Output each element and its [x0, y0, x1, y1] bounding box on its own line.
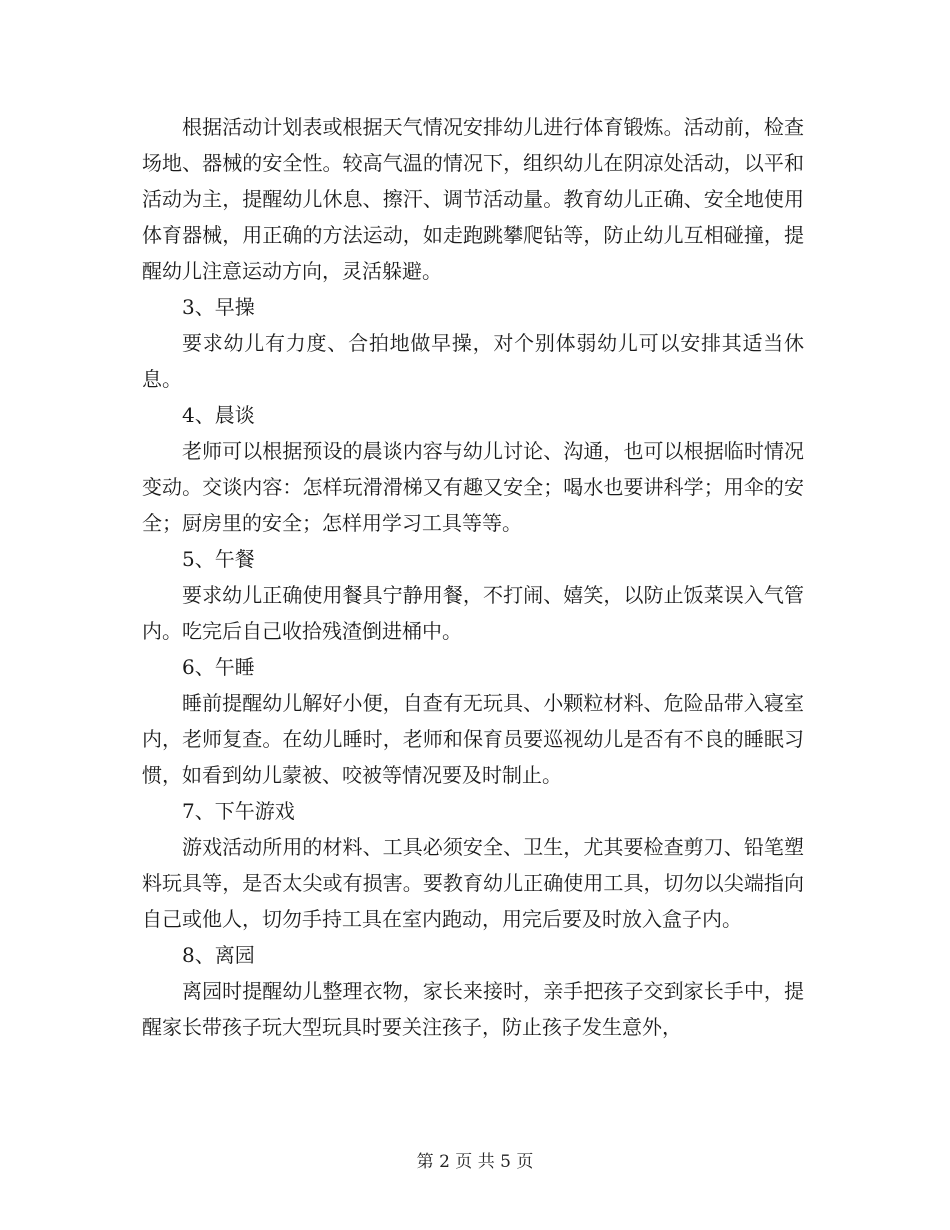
paragraph-lunch: 要求幼儿正确使用餐具宁静用餐，不打闹、嬉笑，以防止饭菜误入气管内。吃完后自己收拾残渣倒进桶中。	[142, 583, 804, 643]
paragraph-leaving: 离园时提醒幼儿整理衣物，家长来接时，亲手把孩子交到家长手中，提醒家长带孩子玩大型玩具时要关注孩子，防止孩子发生意外，	[142, 979, 804, 1039]
paragraph-nap: 睡前提醒幼儿解好小便，自查有无玩具、小颗粒材料、危险品带入寝室内，老师复查。在幼儿睡时，老师和保育员要巡视幼儿是否有不良的睡眠习惯，如看到幼儿蒙被、咬被等情况要及时制止。	[142, 691, 804, 787]
section-heading-morning-exercise: 3、早操	[182, 295, 255, 319]
paragraph-morning-talk: 老师可以根据预设的晨谈内容与幼儿讨论、沟通，也可以根据临时情况变动。交谈内容：怎样玩滑滑梯又有趣又安全；喝水也要讲科学；用伞的安全；厨房里的安全；怎样用学习工具等等。	[142, 439, 804, 535]
paragraph-afternoon-games: 游戏活动所用的材料、工具必须安全、卫生，尤其要检查剪刀、铅笔塑料玩具等，是否太尖或有损害。要教育幼儿正确使用工具，切勿以尖端指向自己或他人，切勿手持工具在室内跑动，用完后要及时放入盒子内。	[142, 835, 804, 931]
document-body	[142, 109, 804, 1045]
section-heading-afternoon-games: 7、下午游戏	[182, 799, 295, 823]
page-footer: 第 2 页 共 5 页	[416, 1152, 534, 1172]
section-heading-leaving: 8、离园	[182, 943, 255, 967]
paragraph-morning-exercise: 要求幼儿有力度、合拍地做早操，对个别体弱幼儿可以安排其适当休息。	[142, 331, 804, 391]
section-heading-nap: 6、午睡	[182, 655, 255, 679]
paragraph-sports-activity: 根据活动计划表或根据天气情况安排幼儿进行体育锻炼。活动前，检查场地、器械的安全性。较高气温的情况下，组织幼儿在阴凉处活动，以平和活动为主，提醒幼儿休息、擦汗、调节活动量。教育幼儿正确、安全地使用体育器械，用正确的方法运动，如走跑跳攀爬钻等，防止幼儿互相碰撞，提醒幼儿注意运动方向，灵活躲避。	[142, 115, 804, 283]
section-heading-lunch: 5、午餐	[182, 547, 255, 571]
section-heading-morning-talk: 4、晨谈	[182, 403, 255, 427]
